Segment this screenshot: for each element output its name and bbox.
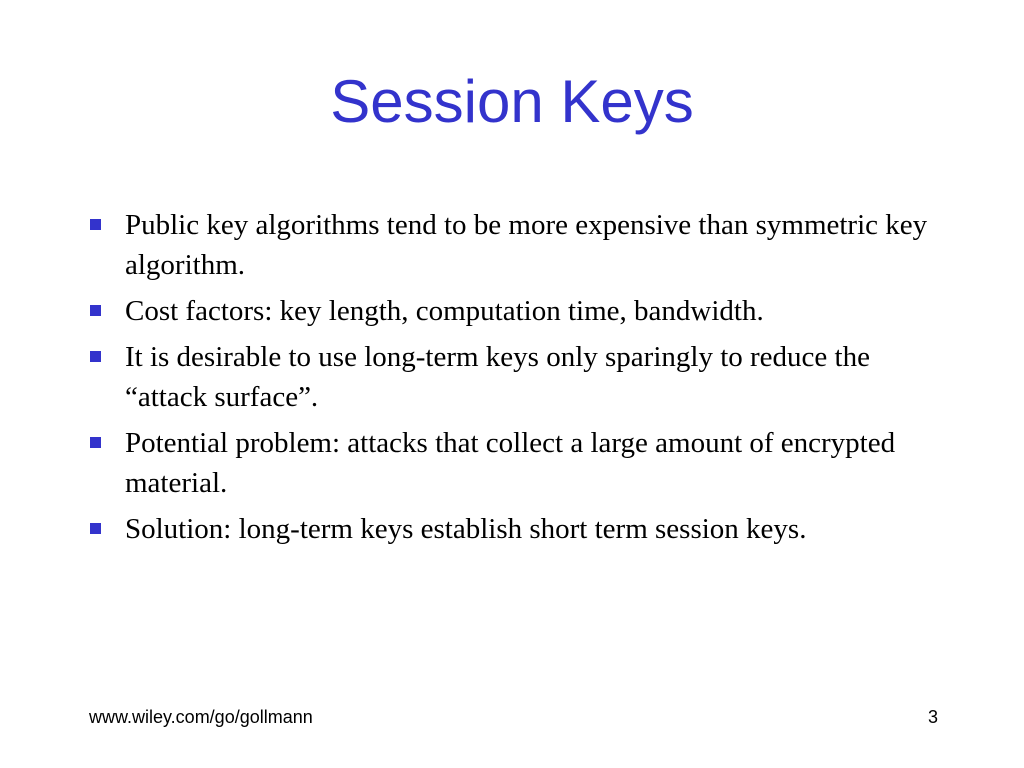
bullet-text: Potential problem: attacks that collect a large amount of encrypted material. <box>125 427 896 499</box>
footer-url: www.wiley.com/go/gollmann <box>89 707 313 727</box>
bullet-text: Cost factors: key length, computation time, bandwidth. <box>125 295 764 327</box>
bullet-text: It is desirable to use long-term keys only sparingly to reduce the “attack surface”. <box>125 341 870 413</box>
page-number: 3 <box>927 707 938 727</box>
square-bullet-icon <box>90 523 101 534</box>
list-item <box>85 337 935 417</box>
list-item <box>85 509 935 549</box>
list-item <box>85 205 935 285</box>
square-bullet-icon <box>90 305 101 316</box>
bullet-text: Public key algorithms tend to be more expensive than symmetric key algorithm. <box>125 209 928 281</box>
bullet-list <box>85 205 935 555</box>
square-bullet-icon <box>90 351 101 362</box>
bullet-text: Solution: long-term keys establish short term session keys. <box>125 513 807 545</box>
square-bullet-icon <box>90 437 101 448</box>
slide-title: Session Keys <box>330 68 694 135</box>
list-item <box>85 423 935 503</box>
square-bullet-icon <box>90 219 101 230</box>
list-item <box>85 291 935 331</box>
